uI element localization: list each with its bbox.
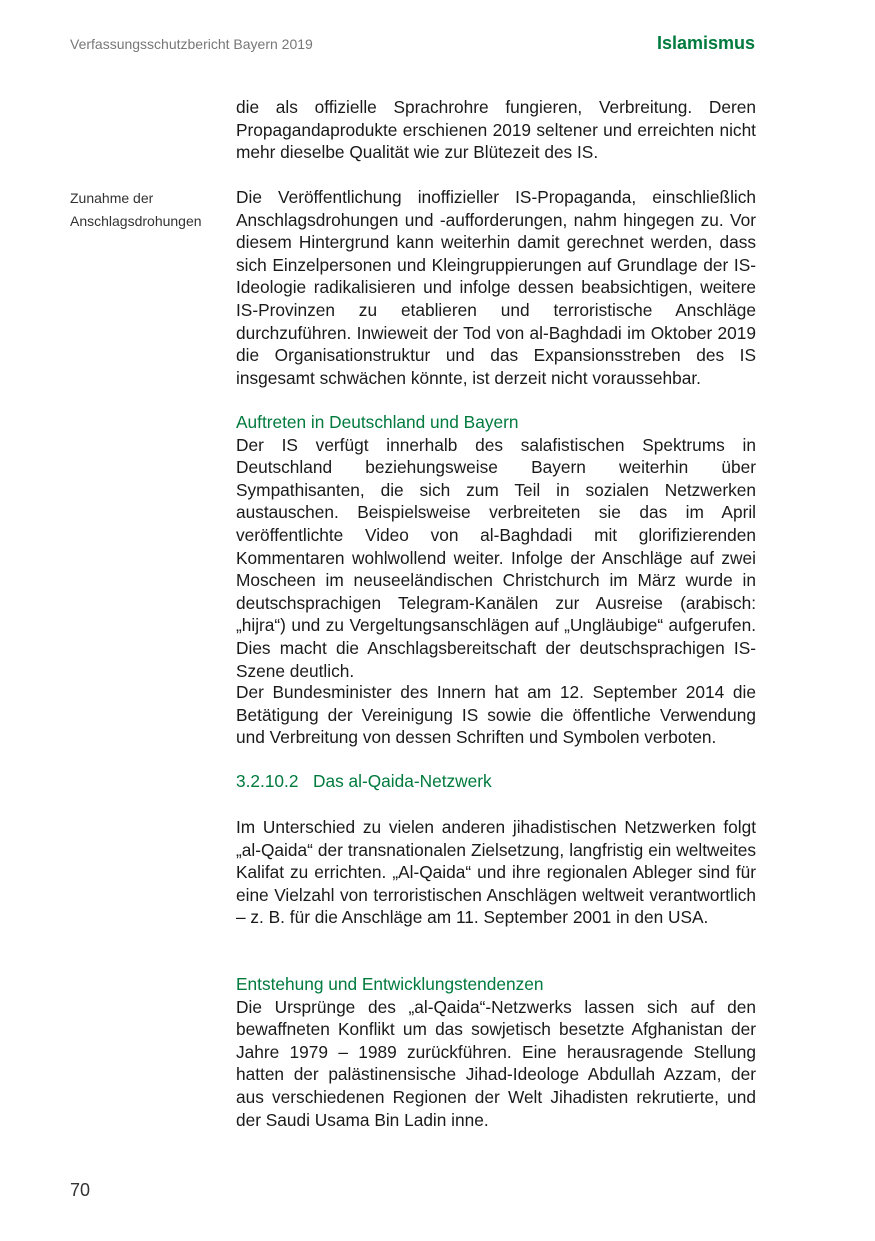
section-number: 3.2.10.2: [236, 771, 299, 791]
section-title: Das al-Qaida-Netzwerk: [313, 771, 492, 791]
paragraph-al-qaida-goals: [236, 816, 756, 929]
subheading: Auftreten in Deutschland und Bayern: [236, 412, 519, 432]
paragraph-propaganda-products: [236, 96, 756, 164]
subsection-germany-bavaria: [236, 411, 756, 682]
margin-note-line-1: Zunahme der: [70, 190, 154, 206]
paragraph-text: die als offizielle Sprachrohre fungieren, Verbreitung. Deren Propagandaprodukte erschienen 2019 seltener und erreichten nicht mehr dieselbe Qualität wie zur Blütezeit des IS.: [236, 97, 756, 163]
chapter-title: Islamismus: [656, 33, 755, 53]
paragraph-attack-threats: [236, 186, 756, 389]
paragraph-text: Der IS verfügt innerhalb des salafistischen Spektrums in Deutschland beziehungsweise Bayern weiterhin über Sympathisanten, die sich zum Teil in sozialen Netzwerken austauschen. Beispielsweise verbreiteten sie das im April veröffentlichte Video von al-Baghdadi mit glorifizierenden Kommentaren wohlwollend weiter. Infolge der Anschläge auf zwei Moscheen im neuseeländischen Christchurch im März wurde in deutschsprachigen Telegram-Kanälen zur Ausreise (arabisch: „hijra“) und zu Vergeltungsanschlägen auf „Ungläubige“ aufgerufen. Dies macht die Anschlagsbereitschaft der deutschsprachigen IS-Szene deutlich.: [236, 434, 756, 681]
paragraph-text: Im Unterschied zu vielen anderen jihadistischen Netzwerken folgt „al-Qaida“ der transnationalen Zielsetzung, langfristig ein weltweites Kalifat zu errichten. „Al-Qaida“ und ihre regionalen Ableger sind für eine Vielzahl von terroristischen Anschlägen weltweit verantwortlich – z. B. für die Anschläge am 11. September 2001 in den USA.: [236, 817, 756, 928]
section-heading: [236, 770, 492, 793]
margin-note: [70, 187, 202, 233]
paragraph-text: Die Veröffentlichung inoffizieller IS-Propaganda, einschließlich Anschlagsdrohungen und -aufforderungen, nahm hingegen zu. Vor diesem Hintergrund kann weiterhin damit gerechnet werden, dass sich Einzelpersonen und Kleingruppierungen auf Grundlage der IS-Ideologie radikalisieren und infolge dessen beabsichtigen, weitere IS-Provinzen zu etablieren und terroristische Anschläge durchzuführen. Inwieweit der Tod von al-Baghdadi im Oktober 2019 die Organisationstruktur und das Expansionsstreben des IS insgesamt schwächen könnte, ist derzeit nicht voraussehbar.: [236, 187, 756, 388]
page-number: 70: [70, 1180, 91, 1200]
paragraph-text: Die Ursprünge des „al-Qaida“-Netzwerks lassen sich auf den bewaffneten Konflikt um das sowjetisch besetzte Afghanistan der Jahre 1979 – 1989 zurückführen. Eine herausragende Stellung hatten der palästinensische Jihad-Ideologe Abdullah Azzam, der aus verschiedenen Regionen der Welt Jihadisten rekrutierte, und der Saudi Usama Bin Ladin inne.: [236, 996, 756, 1130]
subsection-origins: [236, 973, 756, 1131]
subheading: Entstehung und Entwicklungstendenzen: [236, 974, 544, 994]
paragraph-ban: [236, 681, 756, 749]
paragraph-text: Der Bundesminister des Innern hat am 12. September 2014 die Betätigung der Vereinigung IS sowie die öffentliche Verwendung und Verbreitung von dessen Schriften und Symbolen verboten.: [236, 682, 756, 748]
margin-note-line-2: Anschlagsdrohungen: [70, 213, 202, 229]
running-header: Verfassungsschutzbericht Bayern 2019: [70, 36, 313, 52]
